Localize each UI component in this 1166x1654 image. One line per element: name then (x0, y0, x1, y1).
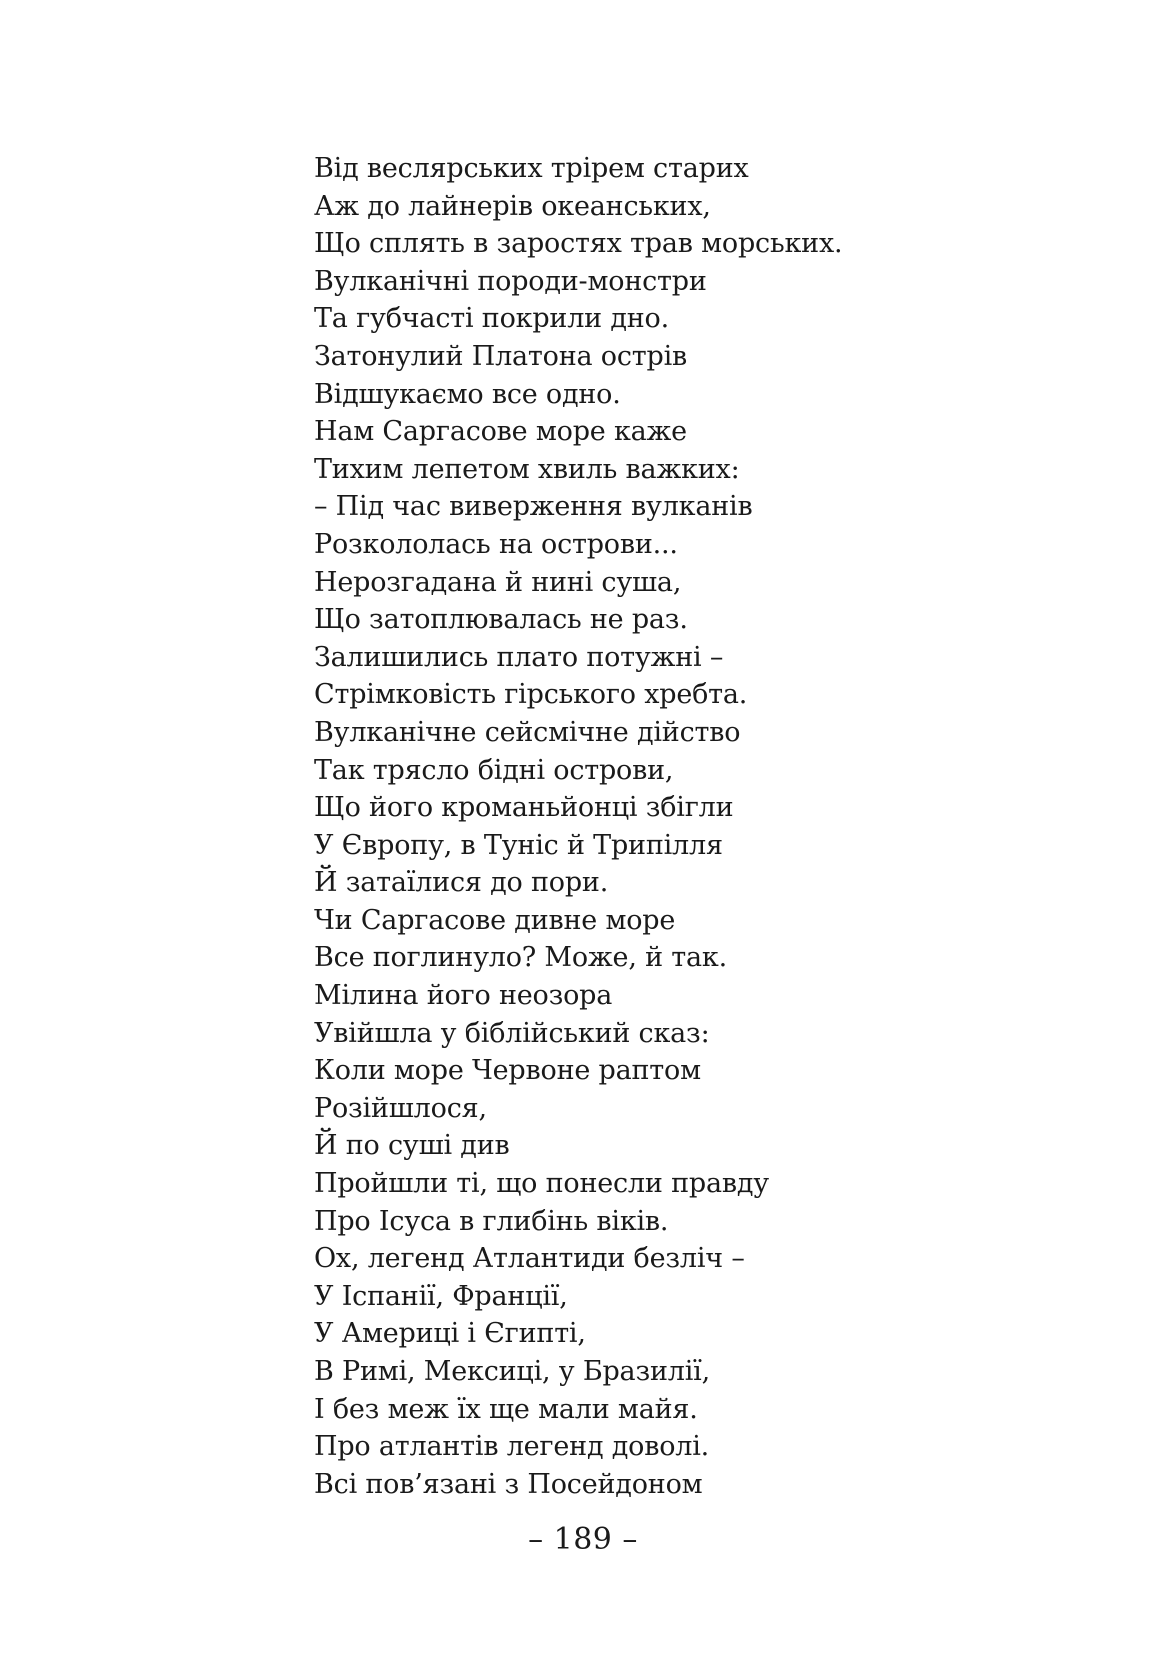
poem-line: Й по суші див (314, 1130, 510, 1162)
poem-line: У Америці і Єгипті, (314, 1318, 586, 1350)
poem-line: Вулканічне сейсмічне дійство (314, 716, 741, 748)
poem-line: Й затаїлися до пори. (314, 867, 609, 899)
page-number: – 189 – (528, 1522, 638, 1557)
poem-line: Всі пов’язані з Посейдоном (314, 1468, 703, 1500)
poem-line: Нам Саргасове море каже (314, 416, 687, 448)
poem-line: Ох, легенд Атлантиди безліч – (314, 1243, 745, 1275)
poem-line: Розійшлося, (314, 1092, 487, 1124)
poem-line: Пройшли ті, що понесли правду (314, 1168, 769, 1200)
poem-line: В Римі, Мексиці, у Бразилії, (314, 1356, 710, 1387)
poem-line: Тихим лепетом хвиль важких: (314, 453, 740, 485)
poem-line: Затонулий Платона острів (314, 340, 688, 372)
poem-line: Так трясло бідні острови, (314, 754, 674, 786)
poem-line: Аж до лайнерів океанських, (314, 190, 711, 222)
poem-line: Увійшла у біблійський сказ: (314, 1017, 710, 1049)
poem-line: Що його кроманьйонці збігли (314, 792, 734, 824)
poem-line: Відшукаємо все одно. (314, 378, 621, 410)
poem-line: У Іспанії, Франції, (314, 1280, 568, 1312)
poem-line: Вулканічні породи-монстри (314, 265, 707, 297)
poem-line: І без меж їх ще мали майя. (314, 1393, 698, 1425)
poem-line: У Європу, в Туніс й Трипілля (314, 829, 723, 861)
poem-line: Чи Саргасове дивне море (314, 904, 676, 936)
poem-line: Від веслярських трірем старих (314, 153, 749, 184)
poem-line: Залишились плато потужні – (314, 641, 724, 673)
poem-line: Все поглинуло? Може, й так. (314, 942, 727, 974)
poem-line: Нерозгадана й нині суша, (314, 566, 682, 598)
poem-text (314, 150, 1094, 1503)
poem-line: Розкололась на острови... (314, 528, 678, 560)
poem-line: – Під час виверження вулканів (314, 491, 753, 523)
poem-line: Про атлантів легенд доволі. (314, 1431, 710, 1463)
poem-line: Мілина його неозора (314, 980, 613, 1012)
poem-line: Що сплять в заростях трав морських. (314, 228, 843, 260)
poem-line: Стрімковість гірського хребта. (314, 679, 748, 711)
poem-line: Що затоплювалась не раз. (314, 604, 688, 636)
poem-line: Та губчасті покрили дно. (314, 303, 669, 335)
poem-line: Про Ісуса в глибінь віків. (314, 1205, 669, 1237)
poem-line: Коли море Червоне раптом (314, 1055, 701, 1087)
